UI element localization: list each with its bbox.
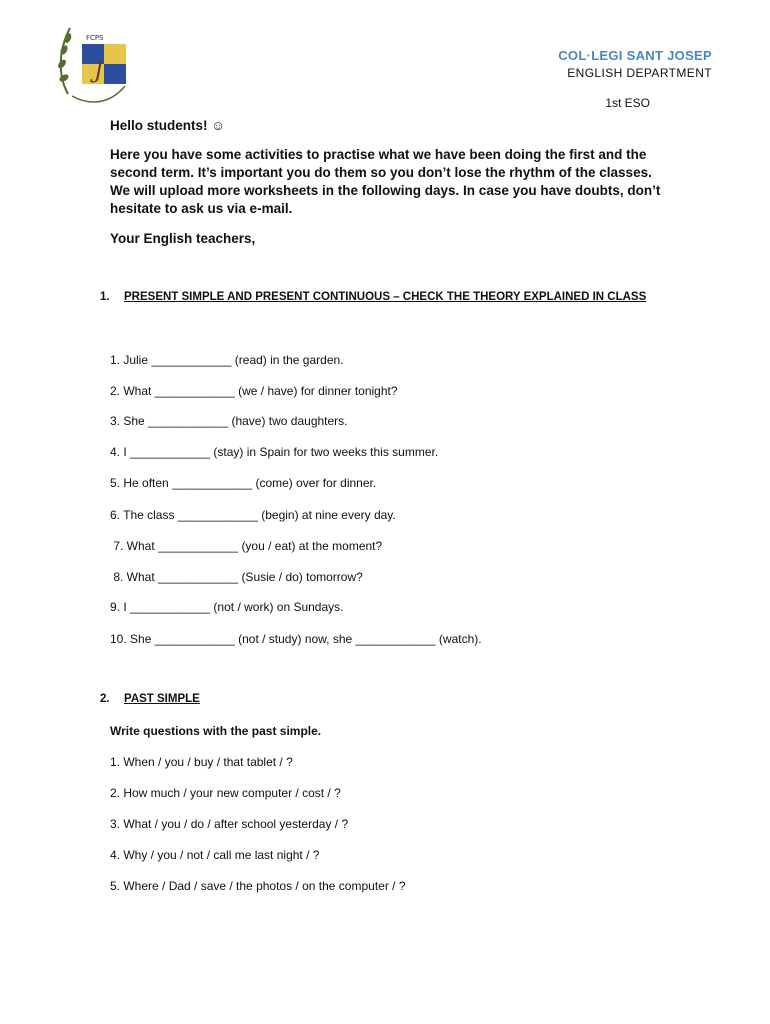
exercise-item: 4. Why / you / not / call me last night / ? (110, 848, 320, 862)
exercise-item: 7. What ____________ (you / eat) at the moment? (110, 539, 383, 553)
exercise-item: 4. I ____________ (stay) in Spain for two weeks this summer. (110, 445, 439, 459)
greeting: Hello students! ☺ (110, 118, 226, 133)
grade-level: 1st ESO (605, 96, 650, 110)
exercise-item: 1. Julie ____________ (read) in the garden. (110, 353, 344, 367)
school-header (558, 48, 712, 80)
exercise-item: 3. What / you / do / after school yesterday / ? (110, 817, 349, 831)
exercise-item: 8. What ____________ (Susie / do) tomorrow? (110, 570, 363, 584)
exercise-item: 6. The class ____________ (begin) at nine every day. (110, 508, 396, 522)
section-instruction: Write questions with the past simple. (110, 724, 322, 738)
svg-text:J: J (94, 59, 103, 84)
exercise-item: 2. What ____________ (we / have) for dinner tonight? (110, 384, 398, 398)
section-1-heading (100, 291, 646, 303)
section-2-heading (100, 693, 200, 705)
exercise-item: 2. How much / your new computer / cost / ? (110, 786, 341, 800)
exercise-item: 10. She ____________ (not / study) now, she ____________ (watch). (110, 632, 482, 646)
section-number: 1. (100, 291, 110, 303)
school-logo (50, 16, 140, 106)
exercise-item: 5. Where / Dad / save / the photos / on the computer / ? (110, 879, 406, 893)
section-number: 2. (100, 693, 110, 705)
intro-paragraph: Here you have some activities to practise what we have been doing the first and the second term. It’s important you do them so you don’t lose the rhythm of the classes. We will upload more worksheets in the following days. In case you have doubts, don’t hesitate to ask us via e-mail. (110, 147, 661, 216)
exercise-item: 1. When / you / buy / that tablet / ? (110, 755, 293, 769)
section-title: PRESENT SIMPLE AND PRESENT CONTINUOUS – CHECK THE THEORY EXPLAINED IN CLASS (124, 291, 647, 303)
department: ENGLISH DEPARTMENT (567, 66, 712, 80)
exercise-item: 5. He often ____________ (come) over for dinner. (110, 476, 377, 490)
svg-text:FCPS: FCPS (86, 34, 104, 42)
sign-off: Your English teachers, (110, 231, 256, 246)
section-title: PAST SIMPLE (124, 693, 200, 705)
exercise-item: 3. She ____________ (have) two daughters. (110, 414, 348, 428)
exercise-item: 9. I ____________ (not / work) on Sundays. (110, 600, 344, 614)
school-name: COL·LEGI SANT JOSEP (558, 48, 712, 63)
